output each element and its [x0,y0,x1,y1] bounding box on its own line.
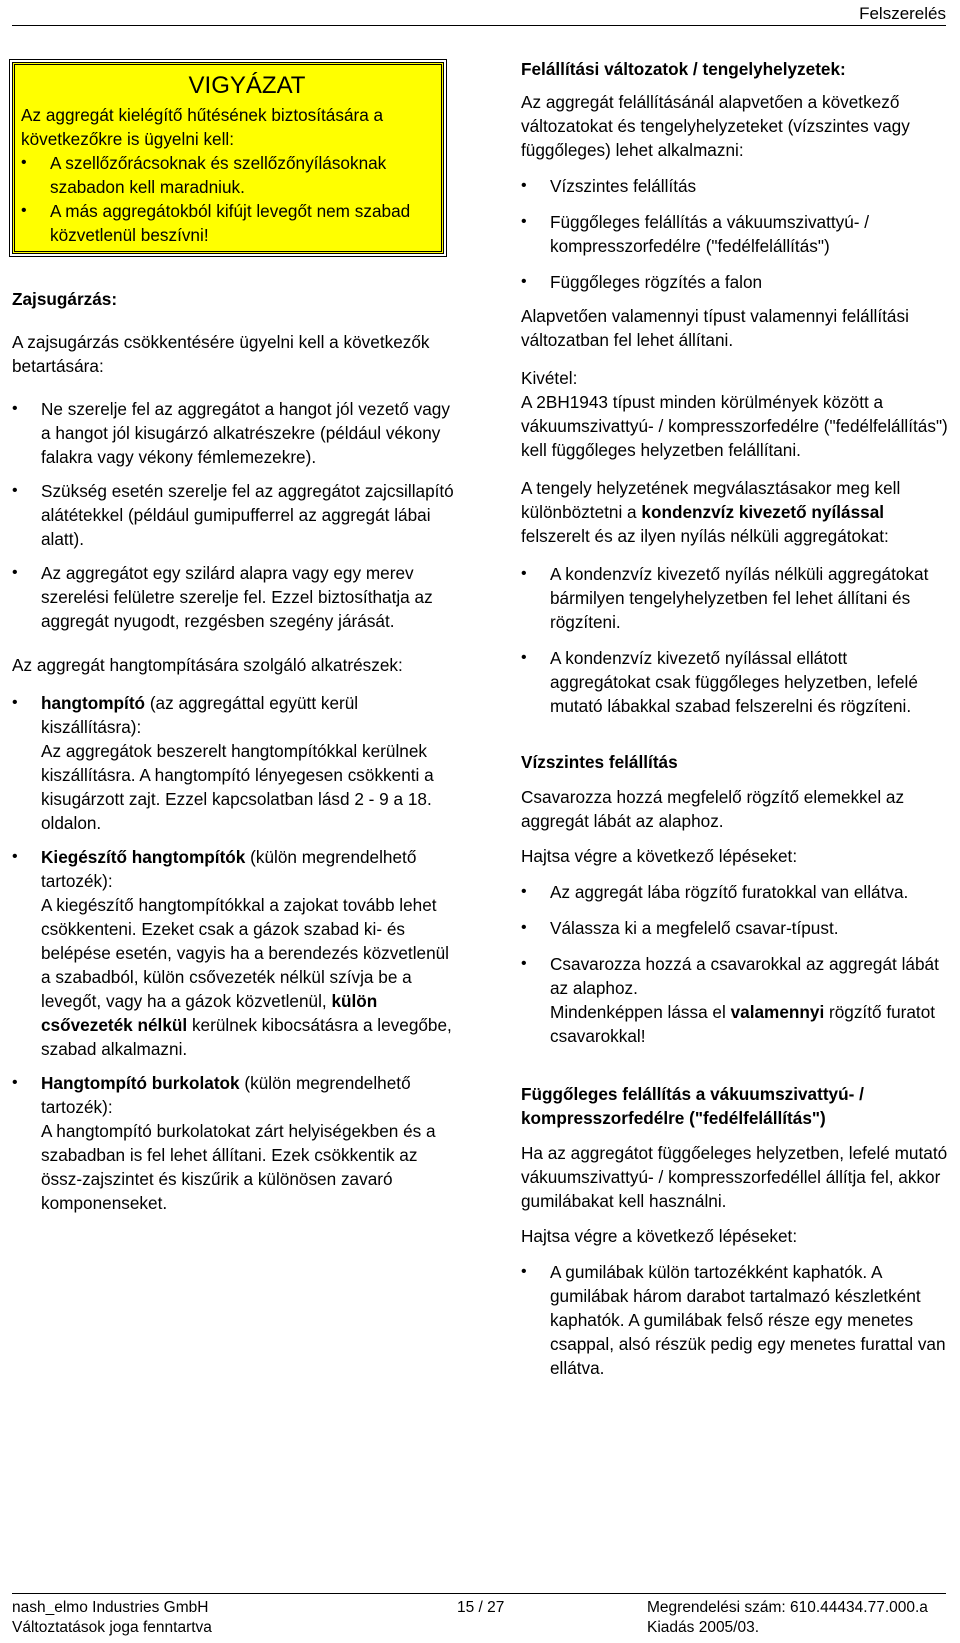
damping-list [12,691,457,1215]
term: Hangtompító burkolatok [41,1073,240,1093]
vertical-list [521,1260,951,1380]
list-item: • Függőleges felállítás a vákuumszivattyú- / kompresszorfedélre ("fedélfelállítás") [521,210,951,258]
item-body-bold: külön csővezeték nélkül [41,991,378,1035]
item-body: Az aggregátok beszerelt hangtompítókkal kerülnek kiszállításra. A hangtompító lényegesen csökkenti a kisugárzott zajt. Ezzel kapcsolatban lásd 2 - 9 a 18. oldalon. [41,741,434,833]
footer-left [12,1598,212,1638]
list-item: • Függőleges rögzítés a falon [521,270,951,294]
list-item: • A szellőzőrácsoknak és szellőzőnyílásoknak szabadon kell maradniuk. [21,151,433,199]
list-item: • A kondenzvíz kivezető nyílás nélküli aggregátokat bármilyen tengelyhelyzetben fel lehet állítani és rögzíteni. [521,562,951,634]
list-item: • A gumilábak külön tartozékként kaphatók. A gumilábak három darabot tartalmazó készletként kaphatók. A gumilábak felső része egy menetes csappal, alsó részük pedig egy menetes furattal van ellátva. [521,1260,951,1380]
list-item: • Ne szerelje fel az aggregátot a hangot jól vezető vagy a hangot jól kisugárzó alkatrészekre (például vékony falakra vagy vékony fémlemezekre). [12,397,457,469]
list-item: • Az aggregát lába rögzítő furatokkal van ellátva. [521,880,951,904]
list-item: • Válassza ki a megfelelő csavar-típust. [521,916,951,940]
text-span: Mindenképpen lássa el [550,1002,731,1022]
horizontal-p2: Hajtsa végre a következő lépéseket: [521,846,798,866]
warning-box [12,62,444,254]
list-item: • Szükség esetén szerelje fel az aggregátot zajcsillapító alátétekkel (például gumipufferrel az aggregát lábai alatt). [12,479,457,551]
variants-note: Alapvetően valamennyi típust valamennyi felállítási változatban fel lehet állítani. [521,306,909,350]
warning-intro: Az aggregát kielégítő hűtésének biztosítására a következőkre is ügyelni kell: [21,105,384,149]
edition: Kiadás 2005/03. [647,1619,760,1636]
left-column [12,48,457,1215]
item-body: A hangtompító burkolatokat zárt helyiségekben és a szabadban is fel lehet állítani. Ezek csökkentik az össz-zajszintet és kiszűrik a különösen zavaró komponenseket. [41,1121,436,1213]
order-number: Megrendelési szám: 610.44434.77.000.a [647,1599,928,1616]
vertical-heading: Függőleges felállítás a vákuumszivattyú- / kompresszorfedélre ("fedélfelállítás") [521,1084,864,1128]
text-span-bold: kondenzvíz kivezető nyílással [641,502,885,522]
variants-intro: Az aggregát felállításánál alapvetően a következő változatokat és tengelyhelyzeteket (vízszintes vagy függőleges) lehet alkalmazni: [521,92,910,160]
list-item: • A kondenzvíz kivezető nyílással ellátott aggregátokat csak függőleges helyzetben, lefelé mutató lábakkal szabad felszerelni és rögzíteni. [521,646,951,718]
damping-intro: Az aggregát hangtompítására szolgáló alkatrészek: [12,655,403,675]
list-item: • A más aggregátokból kifújt levegőt nem szabad közvetlenül beszívni! [21,199,433,247]
item-body: A kiegészítő hangtompítókkal a zajokat tovább lehet csökkenteni. Ezeket csak a gázok szabad ki- és belépése esetén, vagyis ha a berendezés közvetlenül a szabadból, külön csővezeték nélkül szívja be a levegőt, vagy ha a gázok közvetlenül, [41,895,450,1011]
horizontal-p1: Csavarozza hozzá megfelelő rögzítő elemekkel az aggregát lábát az alaphoz. [521,787,905,831]
footer-right [647,1598,928,1638]
list-item [12,691,457,835]
axis-paragraph [521,476,951,548]
noise-list [12,397,457,633]
term-note: (külön megrendelhető tartozék): [41,847,417,891]
term: hangtompító [41,693,146,713]
warning-title: VIGYÁZAT [188,72,306,99]
variants-heading: Felállítási változatok / tengelyhelyzetek: [521,59,846,79]
list-item [12,1071,457,1215]
text-span: Csavarozza hozzá a csavarokkal az aggregát lábát az alaphoz. [550,954,939,998]
page-number: 15 / 27 [457,1599,505,1616]
text-span: A tengely helyzetének megválasztásakor meg kell különböztetni a [521,478,901,522]
list-item: • Az aggregátot egy szilárd alapra vagy egy merev szerelési felületre szerelje fel. Ezzel biztosíthatja az aggregát nyugodt, rezgésben szegény járását. [12,561,457,633]
item-body: kerülnek kibocsátásra a levegőbe, szabad alkalmazni. [41,1015,452,1059]
vertical-p1: Ha az aggregátot függőeleges helyzetben, lefelé mutató vákuumszivattyú- / kompresszorfedéllel állítja fel, akkor gumilábakat kell használni. [521,1143,948,1211]
term-note: (az aggregáttal együtt kerül kiszállításra): [41,693,359,737]
list-item: • Vízszintes felállítás [521,174,951,198]
text-span: rögzítő furatot csavarokkal! [550,1002,936,1046]
text-span: felszerelt és az ilyen nyílás nélküli aggregátokat: [521,526,889,546]
variants-list [521,174,951,294]
horizontal-list [521,880,951,1048]
term-note: (külön megrendelhető tartozék): [41,1073,411,1117]
text-span-bold: valamennyi [730,1002,825,1022]
warning-list [21,151,433,247]
exception-label: Kivétel: [521,368,578,388]
vertical-p2: Hajtsa végre a következő lépéseket: [521,1226,798,1246]
term: Kiegészítő hangtompítók [41,847,246,867]
axis-list [521,562,951,718]
page-header [12,0,946,26]
list-item [12,845,457,1061]
section-title: Felszerelés [859,4,946,23]
exception-text: A 2BH1943 típust minden körülmények között a vákuumszivattyú- / kompresszorfedélre ("fedélfelállítás") kell függőleges helyzetben felállítani. [521,392,948,460]
noise-heading: Zajsugárzás: [12,289,118,309]
list-item [521,952,951,1048]
right-column [521,57,951,1380]
page-footer [12,1593,946,1636]
company-name: nash_elmo Industries GmbH [12,1599,209,1616]
rights-note: Változtatások joga fenntartva [12,1619,212,1636]
noise-intro: A zajsugárzás csökkentésére ügyelni kell a következők betartására: [12,332,430,376]
horizontal-heading: Vízszintes felállítás [521,752,678,772]
